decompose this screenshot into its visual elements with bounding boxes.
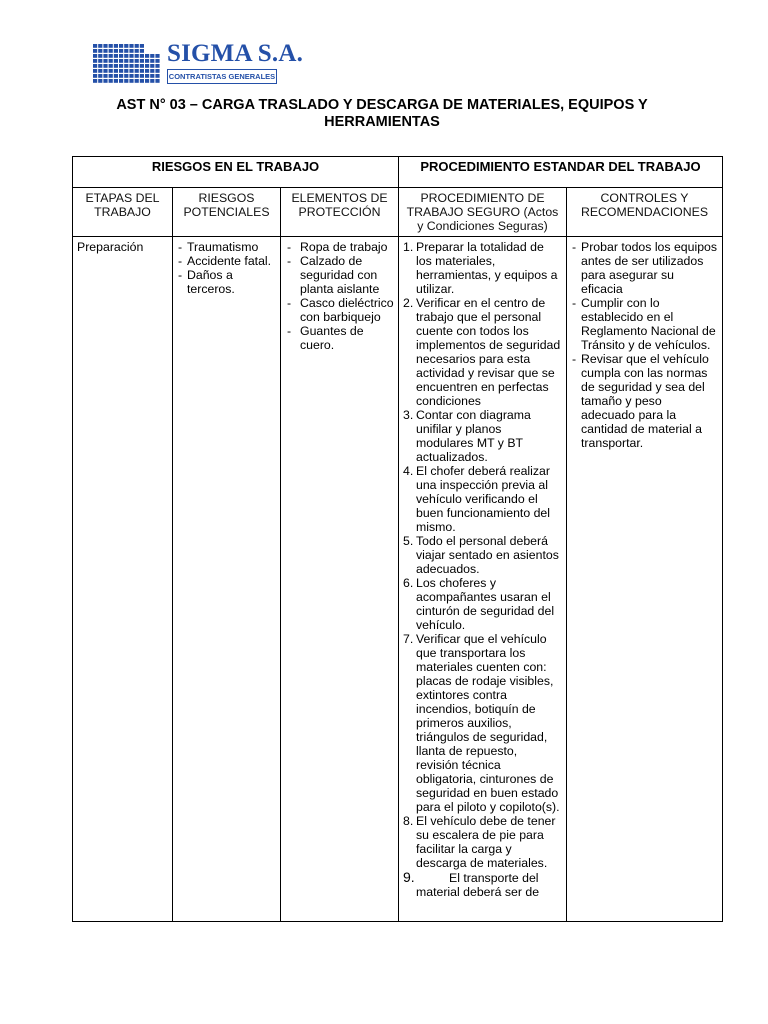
step-number: 3. [403,408,414,422]
step-text: Todo el personal deberá viajar sentado en asientos adecuados. [416,534,559,576]
logo-grid-cell [114,49,118,53]
logo-grid-cell [129,79,133,83]
list-item [403,576,562,632]
step-number: 2. [403,296,414,310]
group-header-procedure: PROCEDIMIENTO ESTANDAR DEL TRABAJO [399,157,723,188]
logo-grid-cell [103,64,107,68]
logo-grid-cell [109,49,113,53]
logo-grid-cell [140,59,144,63]
logo-grid-cell [103,54,107,58]
logo-grid-cell [93,59,97,63]
list-item [403,464,562,534]
list-item: - Daños a terceros. [177,268,276,296]
logo-tagline: CONTRATISTAS GENERALES [167,69,277,84]
logo-grid-cell [140,64,144,68]
logo-grid-cell [155,64,159,68]
risks-list [177,240,276,296]
logo-grid-cell [114,54,118,58]
logo-grid-cell [119,69,123,73]
step-number: 6. [403,576,414,590]
logo-grid-cell [155,69,159,73]
logo-grid-icon [93,44,161,84]
logo-grid-cell [124,59,128,63]
logo-grid-cell [98,79,102,83]
logo-grid-cell [124,44,128,48]
step-text: Verificar que el vehículo que transportara los materiales cuenten con: placas de rodaje visibles, extintores contra incendios, botiquín de primeros auxilios, triángulos de seguridad, llanta de repuesto, revisión técnica obligatoria, cinturones de seguridad en buen estado para el piloto y copiloto(s). [416,632,560,814]
logo-grid-cell [124,54,128,58]
group-header-row [73,157,723,188]
logo-grid-cell [109,79,113,83]
logo-grid-cell [114,79,118,83]
logo-grid-cell [114,44,118,48]
logo-grid-cell [103,59,107,63]
logo-grid-cell [145,74,149,78]
logo-grid-cell [119,59,123,63]
logo-grid-cell [109,74,113,78]
column-header-row [73,188,723,237]
logo-grid-cell [109,59,113,63]
logo-grid-cell [135,49,139,53]
logo-grid-cell [135,54,139,58]
logo-grid-cell [140,54,144,58]
logo-grid-cell [145,69,149,73]
logo-grid-cell [93,69,97,73]
title-line-2: HERRAMIENTAS [324,114,440,130]
logo-grid-cell [145,59,149,63]
logo-grid-cell [98,74,102,78]
list-item: - Cumplir con lo establecido en el Reglamento Nacional de Tránsito y de vehículos. [571,296,718,352]
logo-grid-cell [119,49,123,53]
step-text: Verificar en el centro de trabajo que el personal cuente con todos los implementos de seguridad necesarios para esta actividad y revisar que se encuentren en perfectas condiciones [416,296,561,408]
protection-list [285,240,394,352]
list-item: - Ropa de trabajo [285,240,394,254]
logo-grid-cell [145,54,149,58]
stage-cell: Preparación [73,237,173,922]
logo-grid-cell [145,79,149,83]
list-item [403,296,562,408]
step-number: 5. [403,534,414,548]
col-header-protection: ELEMENTOS DE PROTECCIÓN [281,188,399,237]
list-item: - Revisar que el vehículo cumpla con las normas de seguridad y sea del tamaño y peso adecuado para la cantidad de material a transportar. [571,352,718,450]
logo-grid-cell [103,49,107,53]
group-header-risks: RIESGOS EN EL TRABAJO [73,157,399,188]
logo-grid-cell [98,69,102,73]
logo-grid-cell [98,59,102,63]
logo-company-name: SIGMA S.A. [167,40,304,67]
step-text: El transporte del material deberá ser de [416,871,540,899]
table-row [73,237,723,922]
logo-grid-cell [150,74,154,78]
logo-grid-cell [129,49,133,53]
logo-grid-cell [155,79,159,83]
company-logo [93,40,304,86]
logo-grid-cell [114,74,118,78]
logo-grid-cell [98,44,102,48]
logo-grid-cell [93,74,97,78]
list-item: - Calzado de seguridad con planta aislante [285,254,394,296]
logo-grid-cell [93,54,97,58]
logo-grid-cell [129,54,133,58]
logo-grid-cell [135,59,139,63]
step-number: 1. [403,240,414,254]
logo-grid-cell [129,69,133,73]
logo-grid-cell [119,74,123,78]
logo-grid-cell [124,79,128,83]
logo-grid-cell [140,69,144,73]
logo-grid-cell [129,74,133,78]
ast-table [72,156,723,922]
col-header-risks: RIESGOS POTENCIALES [173,188,281,237]
logo-grid-cell [150,69,154,73]
logo-grid-cell [93,44,97,48]
controls-list [571,240,718,450]
list-item [403,408,562,464]
logo-grid-cell [93,79,97,83]
logo-grid-cell [129,64,133,68]
logo-grid-cell [109,44,113,48]
logo-grid-cell [124,49,128,53]
step-text: Contar con diagrama unifilar y planos modulares MT y BT actualizados. [416,408,531,464]
list-item: - Casco dieléctrico con barbiquejo [285,296,394,324]
logo-grid-cell [124,64,128,68]
logo-grid-cell [155,74,159,78]
logo-grid-cell [140,74,144,78]
logo-grid-cell [124,74,128,78]
logo-grid-cell [98,54,102,58]
logo-grid-cell [135,74,139,78]
logo-grid-cell [114,59,118,63]
logo-grid-cell [150,59,154,63]
step-number: 4. [403,464,414,478]
logo-grid-cell [103,79,107,83]
list-item: - Traumatismo [177,240,276,254]
logo-grid-cell [155,59,159,63]
logo-grid-cell [93,49,97,53]
title-line-1: AST N° 03 – CARGA TRASLADO Y DESCARGA DE MATERIALES, EQUIPOS Y [116,97,648,113]
logo-grid-cell [129,44,133,48]
logo-grid-cell [135,69,139,73]
logo-grid-cell [119,44,123,48]
step-text: Los choferes y acompañantes usaran el cinturón de seguridad del vehículo. [416,576,555,632]
list-item: - Accidente fatal. [177,254,276,268]
step-number: 7. [403,632,414,646]
logo-grid-cell [150,79,154,83]
document-title [72,97,692,131]
step-text: El vehículo debe de tener su escalera de pie para facilitar la carga y descarga de materiales. [416,814,556,870]
logo-grid-cell [124,69,128,73]
step-text: El chofer deberá realizar una inspección previa al vehículo verificando el buen funcionamiento del mismo. [416,464,550,534]
list-item [403,814,562,870]
logo-grid-cell [98,49,102,53]
logo-grid-cell [119,79,123,83]
protection-cell [281,237,399,922]
logo-grid-cell [98,64,102,68]
logo-grid-cell [103,44,107,48]
col-header-procedure: PROCEDIMIENTO DE TRABAJO SEGURO (Actos y Condiciones Seguras) [399,188,567,237]
list-item [403,632,562,814]
logo-grid-cell [103,74,107,78]
logo-grid-cell [140,79,144,83]
logo-grid-cell [93,64,97,68]
logo-grid-cell [109,54,113,58]
logo-grid-cell [155,54,159,58]
list-item: - Probar todos los equipos antes de ser utilizados para asegurar su eficacia [571,240,718,296]
logo-grid-cell [140,44,144,48]
step-number: 8. [403,814,414,828]
logo-grid-cell [135,79,139,83]
step-text: Preparar la totalidad de los materiales, herramientas, y equipos a utilizar. [416,240,558,296]
logo-grid-cell [114,69,118,73]
risks-cell [173,237,281,922]
logo-grid-cell [114,64,118,68]
col-header-controls: CONTROLES Y RECOMENDACIONES [567,188,723,237]
logo-grid-cell [135,64,139,68]
list-item [403,240,562,296]
logo-grid-cell [150,64,154,68]
controls-cell [567,237,723,922]
logo-grid-cell [129,59,133,63]
logo-grid-cell [119,54,123,58]
list-item [403,534,562,576]
logo-grid-cell [145,64,149,68]
logo-grid-cell [135,44,139,48]
list-item [403,870,562,899]
logo-grid-cell [109,64,113,68]
col-header-stages: ETAPAS DEL TRABAJO [73,188,173,237]
logo-grid-cell [109,69,113,73]
procedure-list [403,240,562,899]
logo-grid-cell [150,54,154,58]
logo-grid-cell [140,49,144,53]
procedure-cell [399,237,567,922]
step-number: 9. [403,869,415,885]
logo-grid-cell [103,69,107,73]
logo-grid-cell [119,64,123,68]
list-item: - Guantes de cuero. [285,324,394,352]
